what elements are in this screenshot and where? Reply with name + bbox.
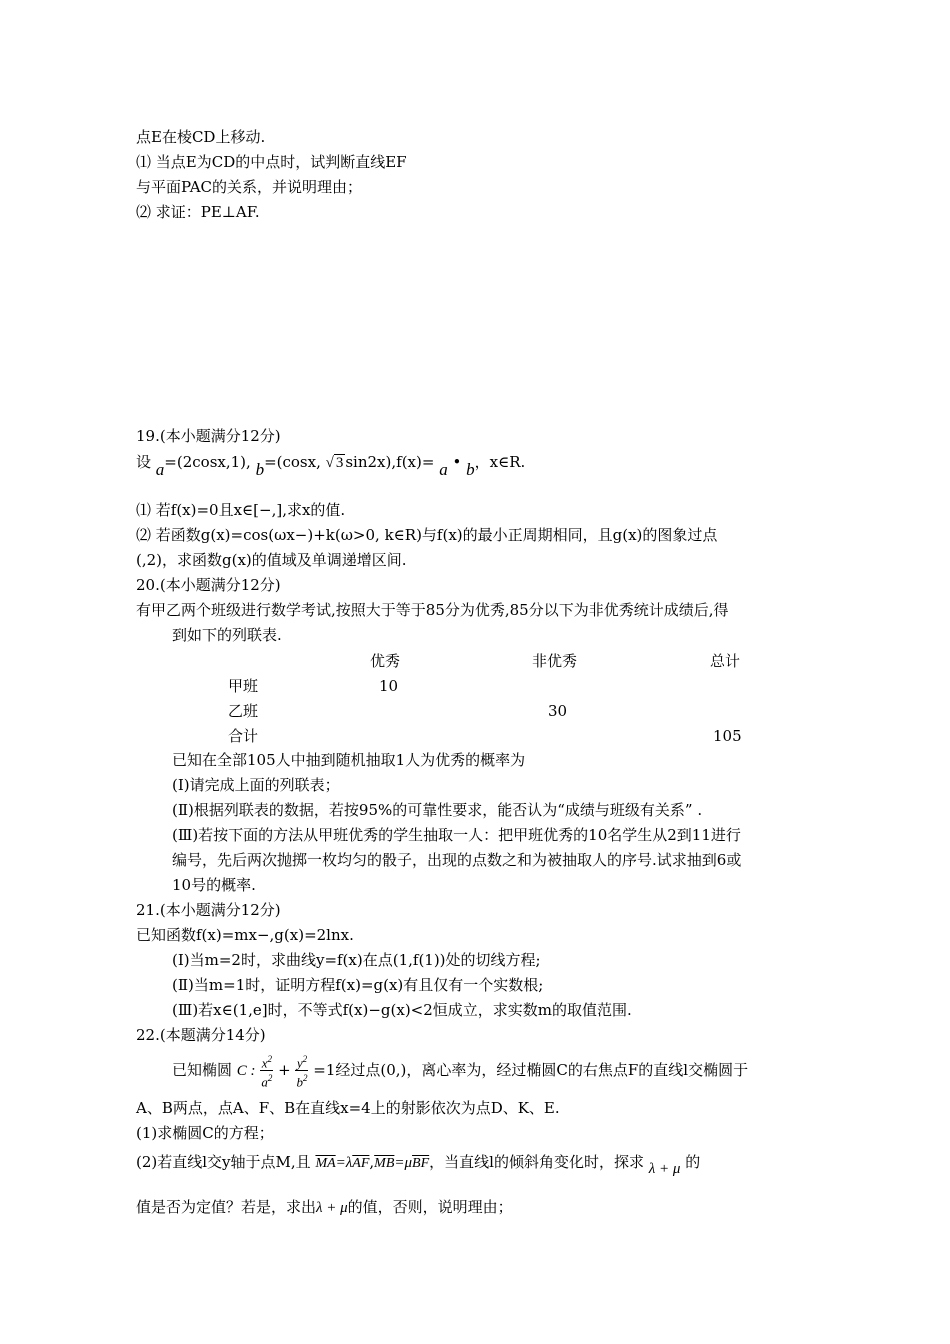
equals-one: =1 — [313, 1060, 336, 1079]
q22-header: 22.(本题满分14分) — [136, 1026, 266, 1044]
q22-part2-cont — [136, 1197, 513, 1218]
table-header-total: 总计 — [710, 652, 741, 670]
lambda-eq: =λ — [335, 1155, 353, 1171]
q19-header: 19.(本小题满分12分) — [136, 427, 281, 445]
q20-part3: (Ⅲ)若按下面的方法从甲班优秀的学生抽取一人：把甲班优秀的10名学生从2到11进行 — [172, 826, 741, 844]
q20-part1: (Ⅰ)请完成上面的列联表； — [172, 776, 340, 794]
vector-a: a — [155, 460, 165, 479]
vector-BF: $\overline{BF}$ — [412, 1156, 430, 1171]
q21-part2: (Ⅱ)当m=1时，证明方程f(x)=g(x)有且仅有一个实数根; — [172, 976, 544, 994]
q20-part3-cont: 编号，先后两次抛掷一枚均匀的骰子，出现的点数之和为被抽取人的序号.试求抽到6或 — [172, 851, 742, 869]
q19-set-prefix: 设 — [136, 453, 152, 471]
q21-part1: (Ⅰ)当m=2时，求曲线y=f(x)在点(1,f(1))处的切线方程; — [172, 951, 541, 969]
q20-part2: (Ⅱ)根据列联表的数据，若按95%的可靠性要求，能否认为“成绩与班级有关系” . — [172, 801, 703, 819]
sqrt-3: √ 3 — [325, 455, 344, 471]
text-line: ⑴ 当点E为CD的中点时，试判断直线EF — [136, 153, 407, 171]
q22-part2-end: 的 — [685, 1153, 701, 1171]
mu-eq: =μ — [394, 1155, 413, 1171]
q22-intro-post: 经过点(0,)，离心率为，经过椭圆C的右焦点F的直线l交椭圆于 — [335, 1060, 749, 1079]
table-header-excellent: 优秀 — [370, 652, 401, 670]
q20-header: 20.(本小题满分12分) — [136, 576, 281, 594]
text-line: 点E在棱CD上移动. — [136, 128, 266, 146]
q20-intro: 有甲乙两个班级进行数学考试,按照大于等于85分为优秀,85分以下为非优秀统计成绩后,得 — [136, 601, 729, 619]
vector-AF: $\overline{AF}$ — [352, 1156, 370, 1171]
table-cell: 10 — [379, 677, 399, 695]
q22-part1: (1)求椭圆C的方程； — [136, 1124, 274, 1142]
q20-part3-end: 10号的概率. — [172, 876, 256, 894]
plus-sign: + — [278, 1060, 291, 1079]
q19-a-value: =(2cosx,1), — [164, 453, 251, 471]
lambda-plus-mu: λ + μ — [648, 1161, 681, 1177]
table-header-not-excellent: 非优秀 — [532, 652, 578, 670]
q22-intro-pre: 已知椭圆 — [172, 1060, 233, 1079]
vector-MA: $\overline{MA}$ — [315, 1156, 336, 1171]
q19-part2: ⑵ 若函数g(x)=cos(ωx−)+k(ω>0, k∈R)与f(x)的最小正周期相同，且g(x)的图象过点 — [136, 526, 718, 544]
table-row-label: 甲班 — [228, 677, 259, 695]
vector-b: b — [255, 460, 265, 479]
table-cell: 105 — [713, 727, 742, 745]
q20-probability-line: 已知在全部105人中抽到随机抽取1人为优秀的概率为 — [172, 751, 526, 769]
q19-part1: ⑴ 若f(x)=0且x∈[−,],求x的值. — [136, 501, 346, 519]
table-row-label: 乙班 — [228, 702, 259, 720]
q21-header: 21.(本小题满分12分) — [136, 901, 281, 919]
dot-product: • — [452, 453, 462, 471]
q20-intro-cont: 到如下的列联表. — [172, 626, 282, 644]
q19-real-set: R. — [509, 453, 526, 471]
comma: , — [369, 1153, 375, 1171]
fraction-x2-a2: $\frac{x^2}{a^2}$ — [261, 1054, 273, 1090]
vector-a: a — [439, 460, 448, 479]
element-of-symbol: ∈ — [498, 453, 510, 471]
q21-intro: 已知函数f(x)=mx−,g(x)=2lnx. — [136, 926, 354, 944]
q22-part2b-pre: 值是否为定值？若是，求出 — [136, 1198, 317, 1216]
table-cell: 30 — [548, 702, 568, 720]
text-line: ⑵ 求证：PE⊥AF. — [136, 203, 260, 221]
text-line: 与平面PAC的关系，并说明理由； — [136, 178, 363, 196]
q21-part3: (Ⅲ)若x∈(1,e]时，不等式f(x)−g(x)<2恒成立，求实数m的取值范围. — [172, 1001, 632, 1019]
q22-part2 — [136, 1152, 701, 1177]
q22-line2: A、B两点，点A、F、B在直线x=4上的射影依次为点D、K、E. — [136, 1099, 560, 1117]
vector-MB: $\overline{MB}$ — [374, 1156, 395, 1171]
q22-part2-mid: ，当直线l的倾斜角变化时，探求 — [429, 1153, 644, 1171]
table-row-label: 合计 — [228, 727, 259, 745]
fraction-y2-b2: $\frac{y^2}{b^2}$ — [296, 1054, 308, 1090]
ellipse-c-label: C : — [236, 1062, 256, 1079]
q19-part2-cont: (,2)，求函数g(x)的值域及单调递增区间. — [136, 551, 407, 569]
q22-intro — [172, 1052, 748, 1090]
q19-setup — [136, 452, 526, 479]
lambda-plus-mu: λ + μ — [316, 1200, 348, 1216]
q19-b-value-post: sin2x),f(x)= — [345, 453, 435, 471]
q22-part2b-post: 的值，否则，说明理由； — [347, 1198, 513, 1216]
q19-x-in: ，x — [474, 453, 499, 471]
q22-part2-pre: (2)若直线l交y轴于点M,且 — [136, 1153, 311, 1171]
vector-b: b — [466, 460, 475, 479]
q19-b-value-pre: =(cosx, — [264, 453, 321, 471]
